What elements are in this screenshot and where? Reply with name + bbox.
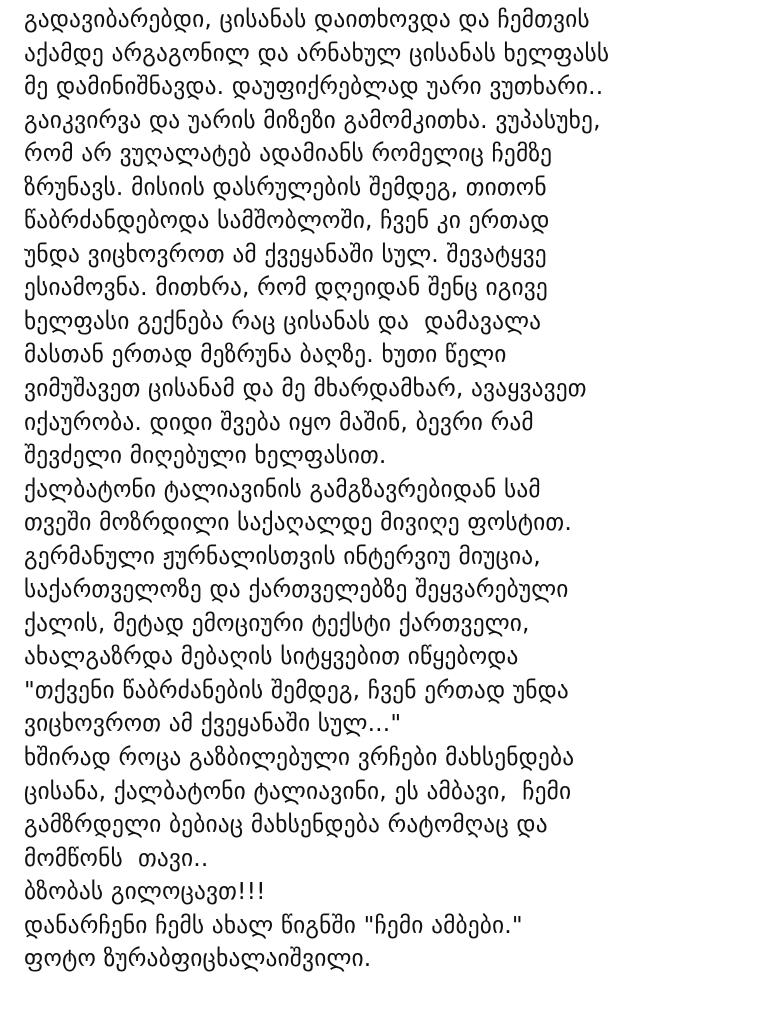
text-line: ესიამოვნა. მითხრა, რომ დღეიდან შენც იგივე	[24, 273, 548, 302]
text-line: თვეში მოზრდილი საქაღალდე მივიღე ფოსტით.	[24, 508, 572, 537]
text-line: საქართველოზე და ქართველებზე შეყვარებული	[24, 575, 569, 604]
text-line: ზრუნავს. მისიის დასრულების შემდეგ, თითონ	[24, 172, 547, 201]
text-line: შევძელი მიღებული ხელფასით.	[24, 441, 387, 470]
text-line: ქალბატონი ტალიავინის გამგზავრებიდან სამ	[24, 474, 541, 503]
text-line: ახალგაზრდა მებაღის სიტყვებით იწყებოდა	[24, 642, 519, 671]
text-line: აქამდე არგაგონილ და არნახულ ცისანას ხელფასს	[24, 38, 610, 67]
document-body	[24, 3, 764, 976]
text-line: რომ არ ვუღალატებ ადამიანს რომელიც ჩემზე	[24, 139, 553, 168]
text-line: უნდა ვიცხოვროთ ამ ქვეყანაში სულ. შევატყვე	[24, 239, 547, 268]
text-line: წაბრძანდებოდა სამშობლოში, ჩვენ კი ერთად	[24, 206, 550, 235]
text-line: ვიმუშავეთ ცისანამ და მე მხარდამხარ, ავაყვავეთ	[24, 374, 587, 403]
text-line: ცისანა, ქალბატონი ტალიავინი, ეს ამბავი, ჩემი	[24, 776, 572, 805]
text-line: ვიცხოვროთ ამ ქვეყანაში სულ..."	[24, 709, 402, 738]
text-line: გაიკვირვა და უარის მიზეზი გამომკითხა. ვუპასუხე,	[24, 105, 601, 134]
text-line: დანარჩენი ჩემს ახალ წიგნში "ჩემი ამბები."	[24, 910, 523, 939]
text-line: მასთან ერთად მეზრუნა ბაღზე. ხუთი წელი	[24, 340, 507, 369]
text-line: მომწონს თავი..	[24, 843, 209, 872]
text-line: გერმანული ჟურნალისთვის ინტერვიუ მიუცია,	[24, 541, 541, 570]
text-line: მე დამინიშნავდა. დაუფიქრებლად უარი ვუთხარი..	[24, 72, 604, 101]
text-line: იქაურობა. დიდი შვება იყო მაშინ, ბევრი რამ	[24, 407, 534, 436]
text-line: ხელფასი გექნება რაც ცისანას და დამავალა	[24, 306, 542, 335]
text-line: ფოტო ზურაბფიცხალაიშვილი.	[24, 944, 372, 973]
text-line: გადავიბარებდი, ცისანას დაითხოვდა და ჩემთვის	[24, 5, 590, 33]
text-line: გამზრდელი ბებიაც მახსენდება რატომღაც და	[24, 810, 548, 839]
text-line: ქალის, მეტად ემოციური ტექსტი ქართველი,	[24, 608, 530, 637]
text-line: ბზობას გილოცავთ!!!	[24, 877, 266, 906]
text-line: "თქვენი წაბრძანების შემდეგ, ჩვენ ერთად უნდა	[24, 675, 569, 704]
text-line: ხშირად როცა გაზბილებული ვრჩები მახსენდება	[24, 743, 575, 772]
